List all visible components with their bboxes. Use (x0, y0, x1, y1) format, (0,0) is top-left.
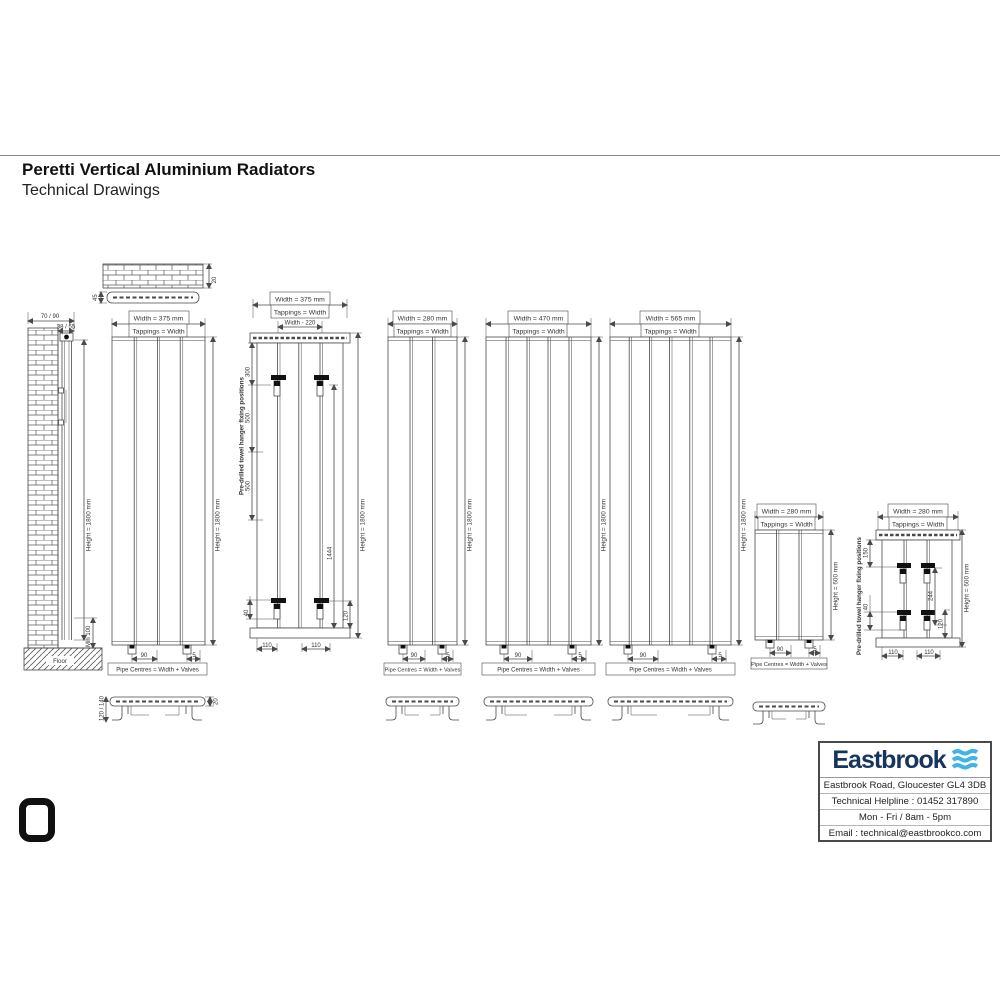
towel280-fix40-label: 40 (863, 603, 870, 611)
rad375-height-dim (205, 337, 217, 645)
towel375-hanger-span-label: Width - 220 (284, 320, 316, 327)
rad470-dim5-label: 5 (578, 653, 582, 659)
eastbrook-waves-icon (952, 749, 978, 771)
towel280-fix150-label: 150 (863, 547, 870, 559)
towel375-dim40-label: 40 (244, 609, 250, 617)
rad565-height-dim (731, 337, 743, 645)
rad470-pipe-centres-label: Pipe Centres = Width + Valves (497, 666, 580, 674)
rad565-drawing (606, 311, 743, 720)
rad565-dim5-label: 5 (718, 653, 722, 659)
rad280s-dim5-label: 5 (813, 647, 817, 653)
rad280-tappings-label: Tappings = Width (396, 328, 449, 336)
page-subtitle: Technical Drawings (22, 182, 160, 199)
towel280-dim120-label: 120 (938, 618, 945, 630)
rad280s-bottom-view (753, 702, 825, 724)
side-depth-panel-label: 38 / 55 (56, 324, 76, 331)
rad375-tappings-label: Tappings = Width (132, 328, 185, 336)
side-depth-overall-label: 70 / 90 (40, 314, 60, 320)
rad280s-drawing (751, 504, 835, 724)
towel375-dim120-label: 120 (343, 610, 350, 622)
rad470-body (486, 337, 591, 645)
plan-brick-wall (103, 264, 203, 288)
rad565-tappings-label: Tappings = Width (644, 328, 697, 336)
eastbrook-helpline: Technical Helpline : 01452 317890 (820, 794, 990, 810)
rad375-dim90-label: 90 (140, 653, 148, 659)
rounded-square-icon (19, 798, 55, 842)
rad470-bottom-view (484, 697, 593, 720)
rad565-bottom-view (608, 697, 733, 720)
towel375-body (250, 333, 350, 638)
rad280s-pipe-centres-label: Pipe Centres = Width + Valves (751, 662, 827, 668)
towel375-dim110a-label: 110 (262, 643, 272, 649)
towel375-fix3-label: 500 (245, 480, 252, 492)
towel280-fixings-label: Pre-drilled towel hanger fixing positions (856, 537, 863, 655)
rad375-plan-gap-label: 20 (212, 276, 218, 284)
eastbrook-hours: Mon - Fri / 8am - 5pm (820, 810, 990, 826)
towel280-width-label: Width = 280 mm (893, 508, 943, 516)
towel375-width-label: Width = 375 mm (275, 296, 325, 304)
rad470-tappings-label: Tappings = Width (512, 328, 565, 336)
side-view-drawing (24, 312, 102, 670)
rad470-height-label: Height = 1800 mm (600, 498, 608, 552)
rad375-bottom-depth-label: 20 (213, 698, 220, 705)
towel280-dim244-label: 244 (928, 590, 935, 602)
rad375-bottom-side-label: 120 / 140 (99, 695, 106, 721)
rad470-width-label: Width = 470 mm (513, 315, 564, 323)
rad565-body (610, 337, 731, 645)
eastbrook-address: Eastbrook Road, Gloucester GL4 3DB (820, 778, 990, 794)
rad565-width-label: Width = 565 mm (645, 315, 696, 323)
rad375-plan-depth-label: 45 (93, 294, 99, 301)
page-title: Peretti Vertical Aluminium Radiators (22, 160, 316, 179)
rad280s-tappings-label: Tappings = Width (760, 521, 813, 529)
towel375-dim110b-label: 110 (311, 643, 321, 649)
towel280-dim110a-label: 110 (888, 650, 898, 656)
eastbrook-brand-text: Eastbrook (832, 745, 946, 774)
rad375-plan-view (99, 264, 212, 303)
towel375-tappings-label: Tappings = Width (273, 309, 327, 317)
rad280-width-label: Width = 280 mm (397, 315, 448, 323)
towel375-fix2-label: 500 (245, 412, 252, 424)
rad375-body (112, 337, 205, 645)
towel375-fixings-label: Pre-drilled towel hanger fixing positions (238, 377, 246, 495)
rad280-height-dim (457, 337, 469, 645)
radiator-side-profile (59, 333, 74, 640)
rad280-bottom-view (386, 697, 459, 720)
rad280s-height-label: Height = 600 mm (832, 561, 840, 611)
rad280-dim90-label: 90 (410, 653, 418, 659)
rad565-pipe-centres-label: Pipe Centres = Width + Valves (629, 666, 712, 674)
eastbrook-email: Email : technical@eastbrookco.com (828, 828, 982, 839)
eastbrook-logo-row (820, 743, 990, 778)
side-height-dim (74, 340, 88, 640)
side-height-label: Height = 1800 mm (85, 498, 93, 552)
floor-label: Floor (53, 659, 67, 665)
rad280s-width-label: Width = 280 mm (761, 508, 812, 516)
towel375-height-label: Height = 1800 mm (359, 498, 367, 552)
rad470-dim90-label: 90 (514, 653, 522, 659)
rad280s-dim90-label: 90 (776, 647, 784, 653)
eastbrook-info-box (818, 741, 992, 842)
rad375-height-label: Height = 1800 mm (214, 498, 222, 552)
rad280-drawing (384, 311, 469, 720)
towel375-inner-height-label: 1444 (327, 546, 334, 560)
rad375-pipe-centres-label: Pipe Centres = Width + Valves (116, 666, 199, 674)
rad280-height-label: Height = 1800 mm (466, 498, 474, 552)
rad280-body (388, 337, 457, 645)
rad375-dim5-label: 5 (192, 653, 196, 659)
rad470-drawing (482, 311, 603, 720)
rad470-height-dim (591, 337, 603, 645)
side-min-clearance-label: Min 100 (86, 625, 92, 647)
brick-wall (28, 328, 58, 648)
rad565-dim90-label: 90 (639, 653, 647, 659)
towel375-drawing (246, 292, 362, 652)
rad565-height-label: Height = 1800 mm (740, 498, 748, 552)
rad280-dim5-label: 5 (446, 653, 450, 659)
towel280-height-label: Height = 600 mm (963, 563, 971, 613)
towel280-dim110b-label: 110 (924, 650, 934, 656)
rad375-bottom-view (106, 697, 214, 722)
rad280s-body (755, 530, 823, 640)
towel280-tappings-label: Tappings = Width (891, 521, 945, 529)
towel280-body (876, 530, 960, 647)
rad280-pipe-centres-label: Pipe Centres = Width + Valves (384, 667, 461, 674)
towel375-fix1-label: 300 (245, 366, 252, 378)
rad375-width-label: Width = 375 mm (133, 315, 184, 323)
